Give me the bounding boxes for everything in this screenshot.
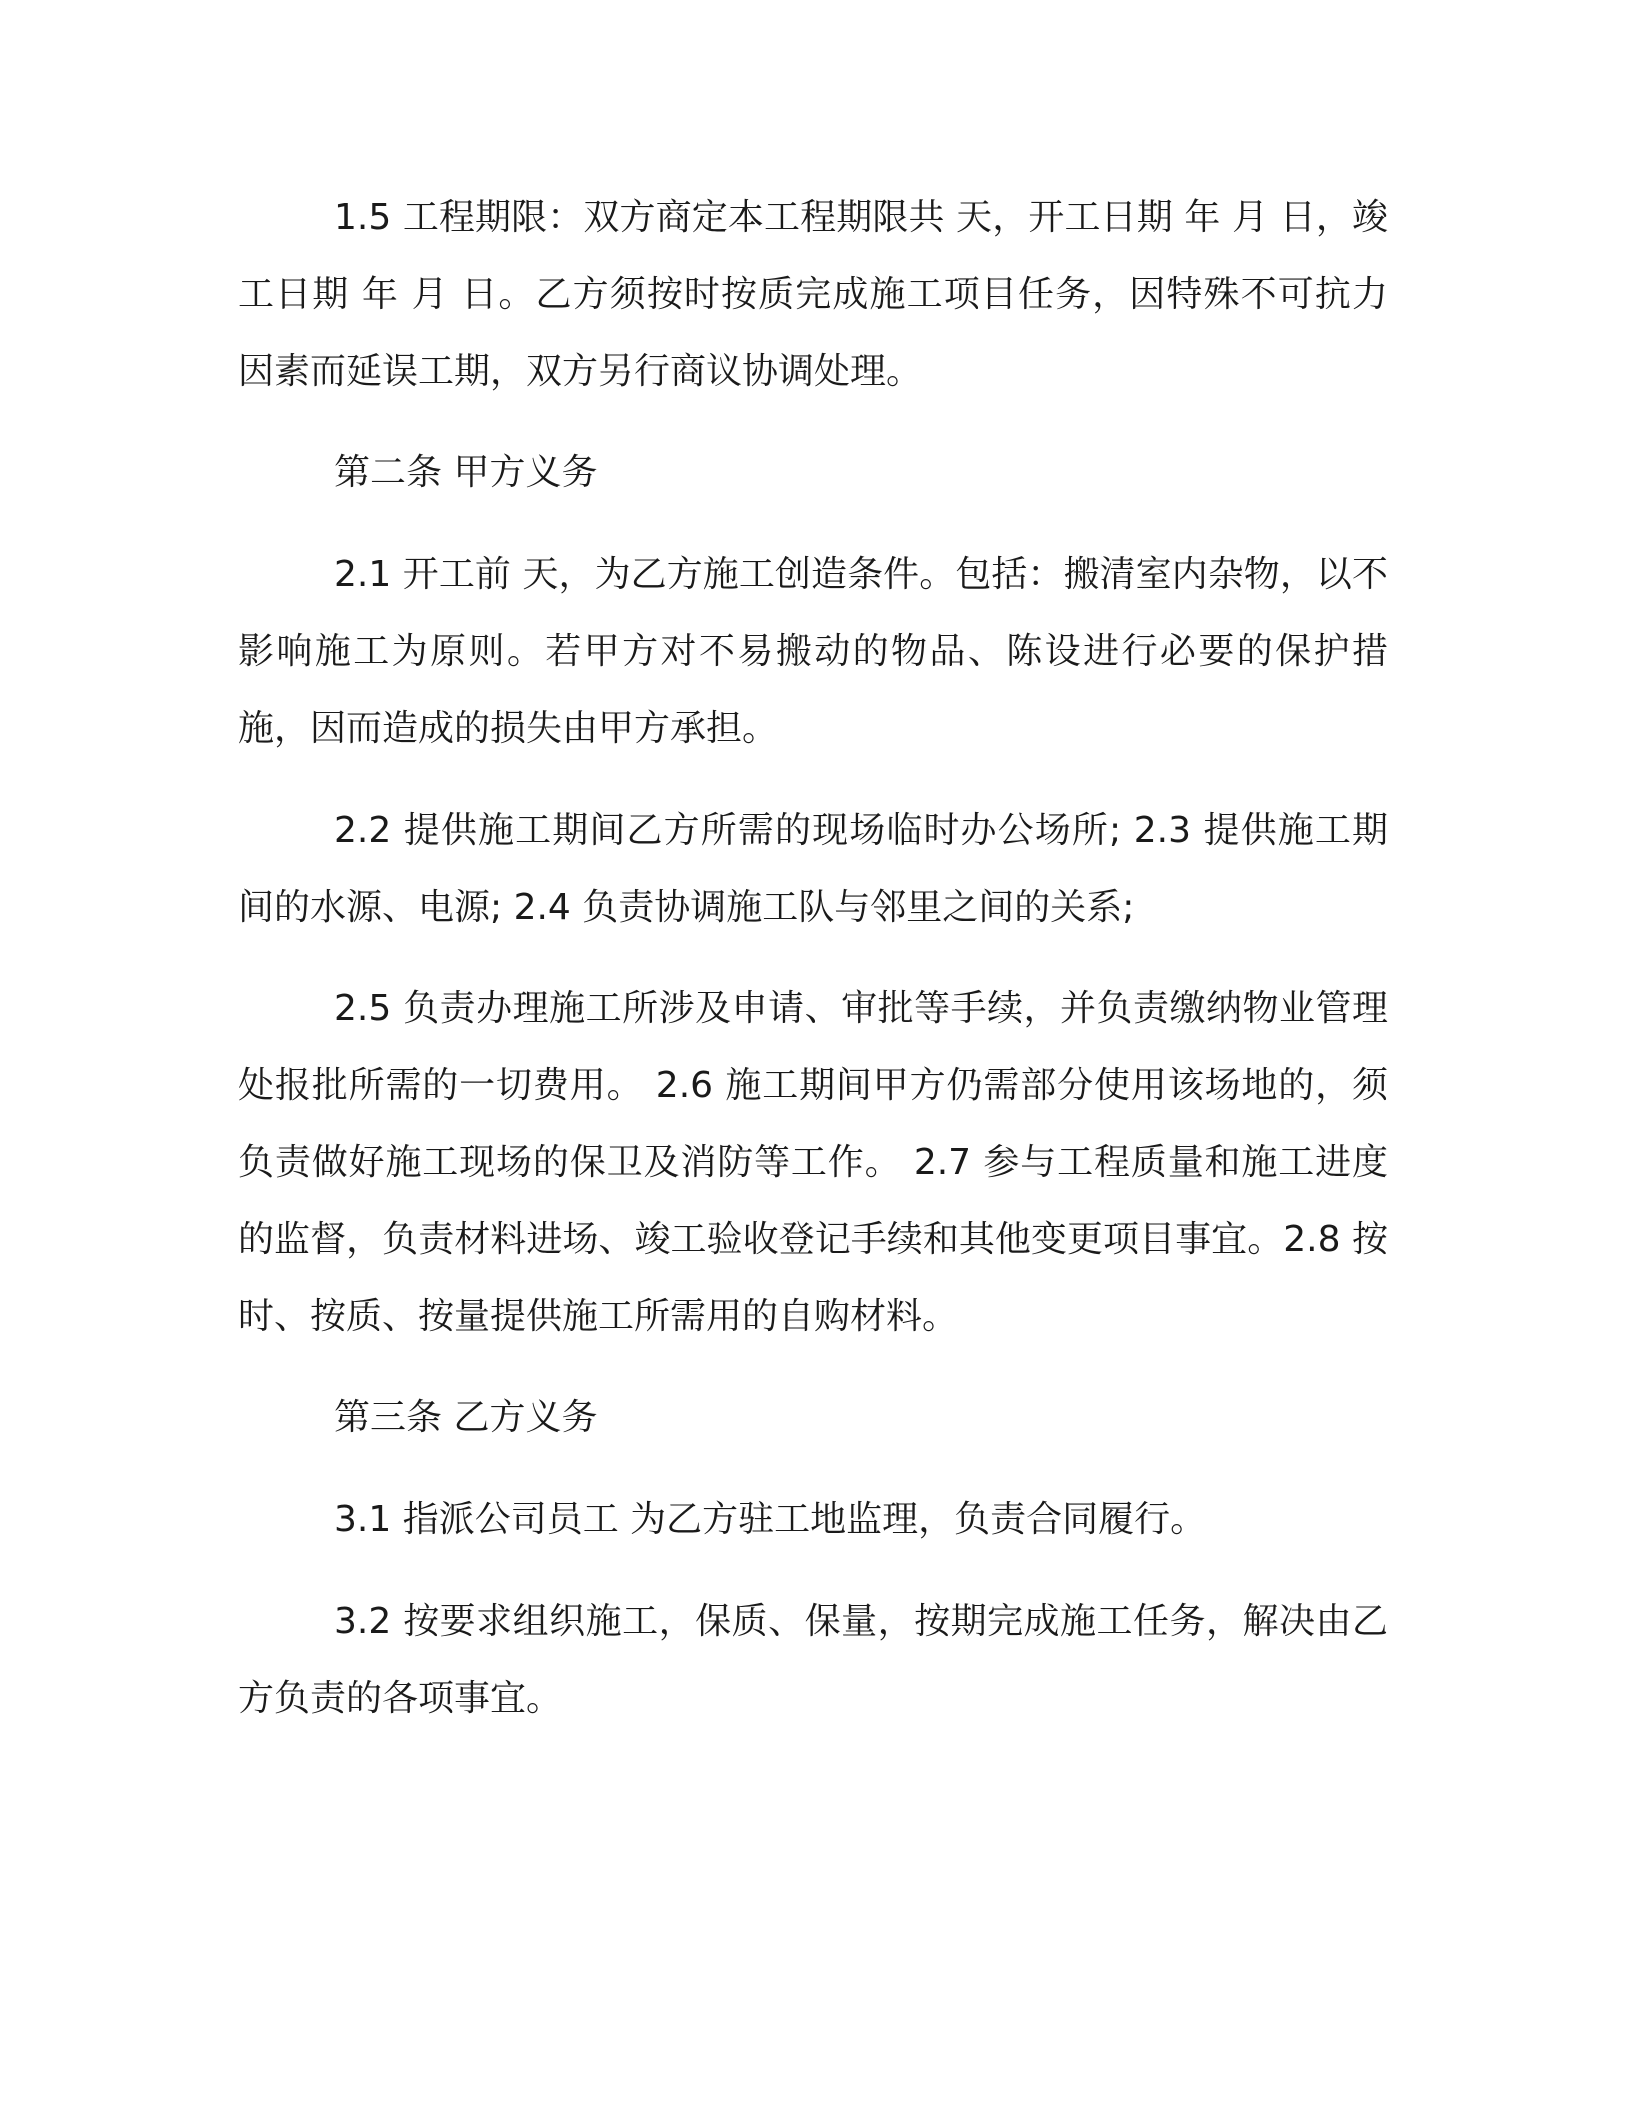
- paragraph-1-5-project-duration: 1.5 工程期限：双方商定本工程期限共 天，开工日期 年 月 日，竣工日期 年 月 日。乙方须按时按质完成施工项目任务，因特殊不可抗力因素而延误工期，双方另行商议协调处理。: [238, 197, 1388, 392]
- paragraph-2-1: 2.1 开工前 天，为乙方施工创造条件。包括：搬清室内杂物，以不影响施工为原则。若甲方对不易搬动的物品、陈设进行必要的保护措施，因而造成的损失由甲方承担。: [238, 554, 1388, 749]
- paragraph-3-2: 3.2 按要求组织施工，保质、保量，按期完成施工任务，解决由乙方负责的各项事宜。: [238, 1601, 1388, 1719]
- heading-article-2-party-a-obligations: 第二条 甲方义务: [334, 452, 598, 493]
- paragraph-3-1: 3.1 指派公司员工 为乙方驻工地监理，负责合同履行。: [334, 1499, 1207, 1540]
- paragraph-2-2-to-2-4: 2.2 提供施工期间乙方所需的现场临时办公场所; 2.3 提供施工期间的水源、电源; 2.4 负责协调施工队与邻里之间的关系;: [238, 810, 1388, 928]
- paragraph-2-5-to-2-8: 2.5 负责办理施工所涉及申请、审批等手续，并负责缴纳物业管理处报批所需的一切费用。 2.6 施工期间甲方仍需部分使用该场地的，须负责做好施工现场的保卫及消防等工作。 2.7 参与工程质量和施工进度的监督，负责材料进场、竣工验收登记手续和其他变更项目事宜。2.8 按时、按质、按量提供施工所需用的自购材料。: [238, 988, 1388, 1337]
- heading-article-3-party-b-obligations: 第三条 乙方义务: [334, 1397, 598, 1438]
